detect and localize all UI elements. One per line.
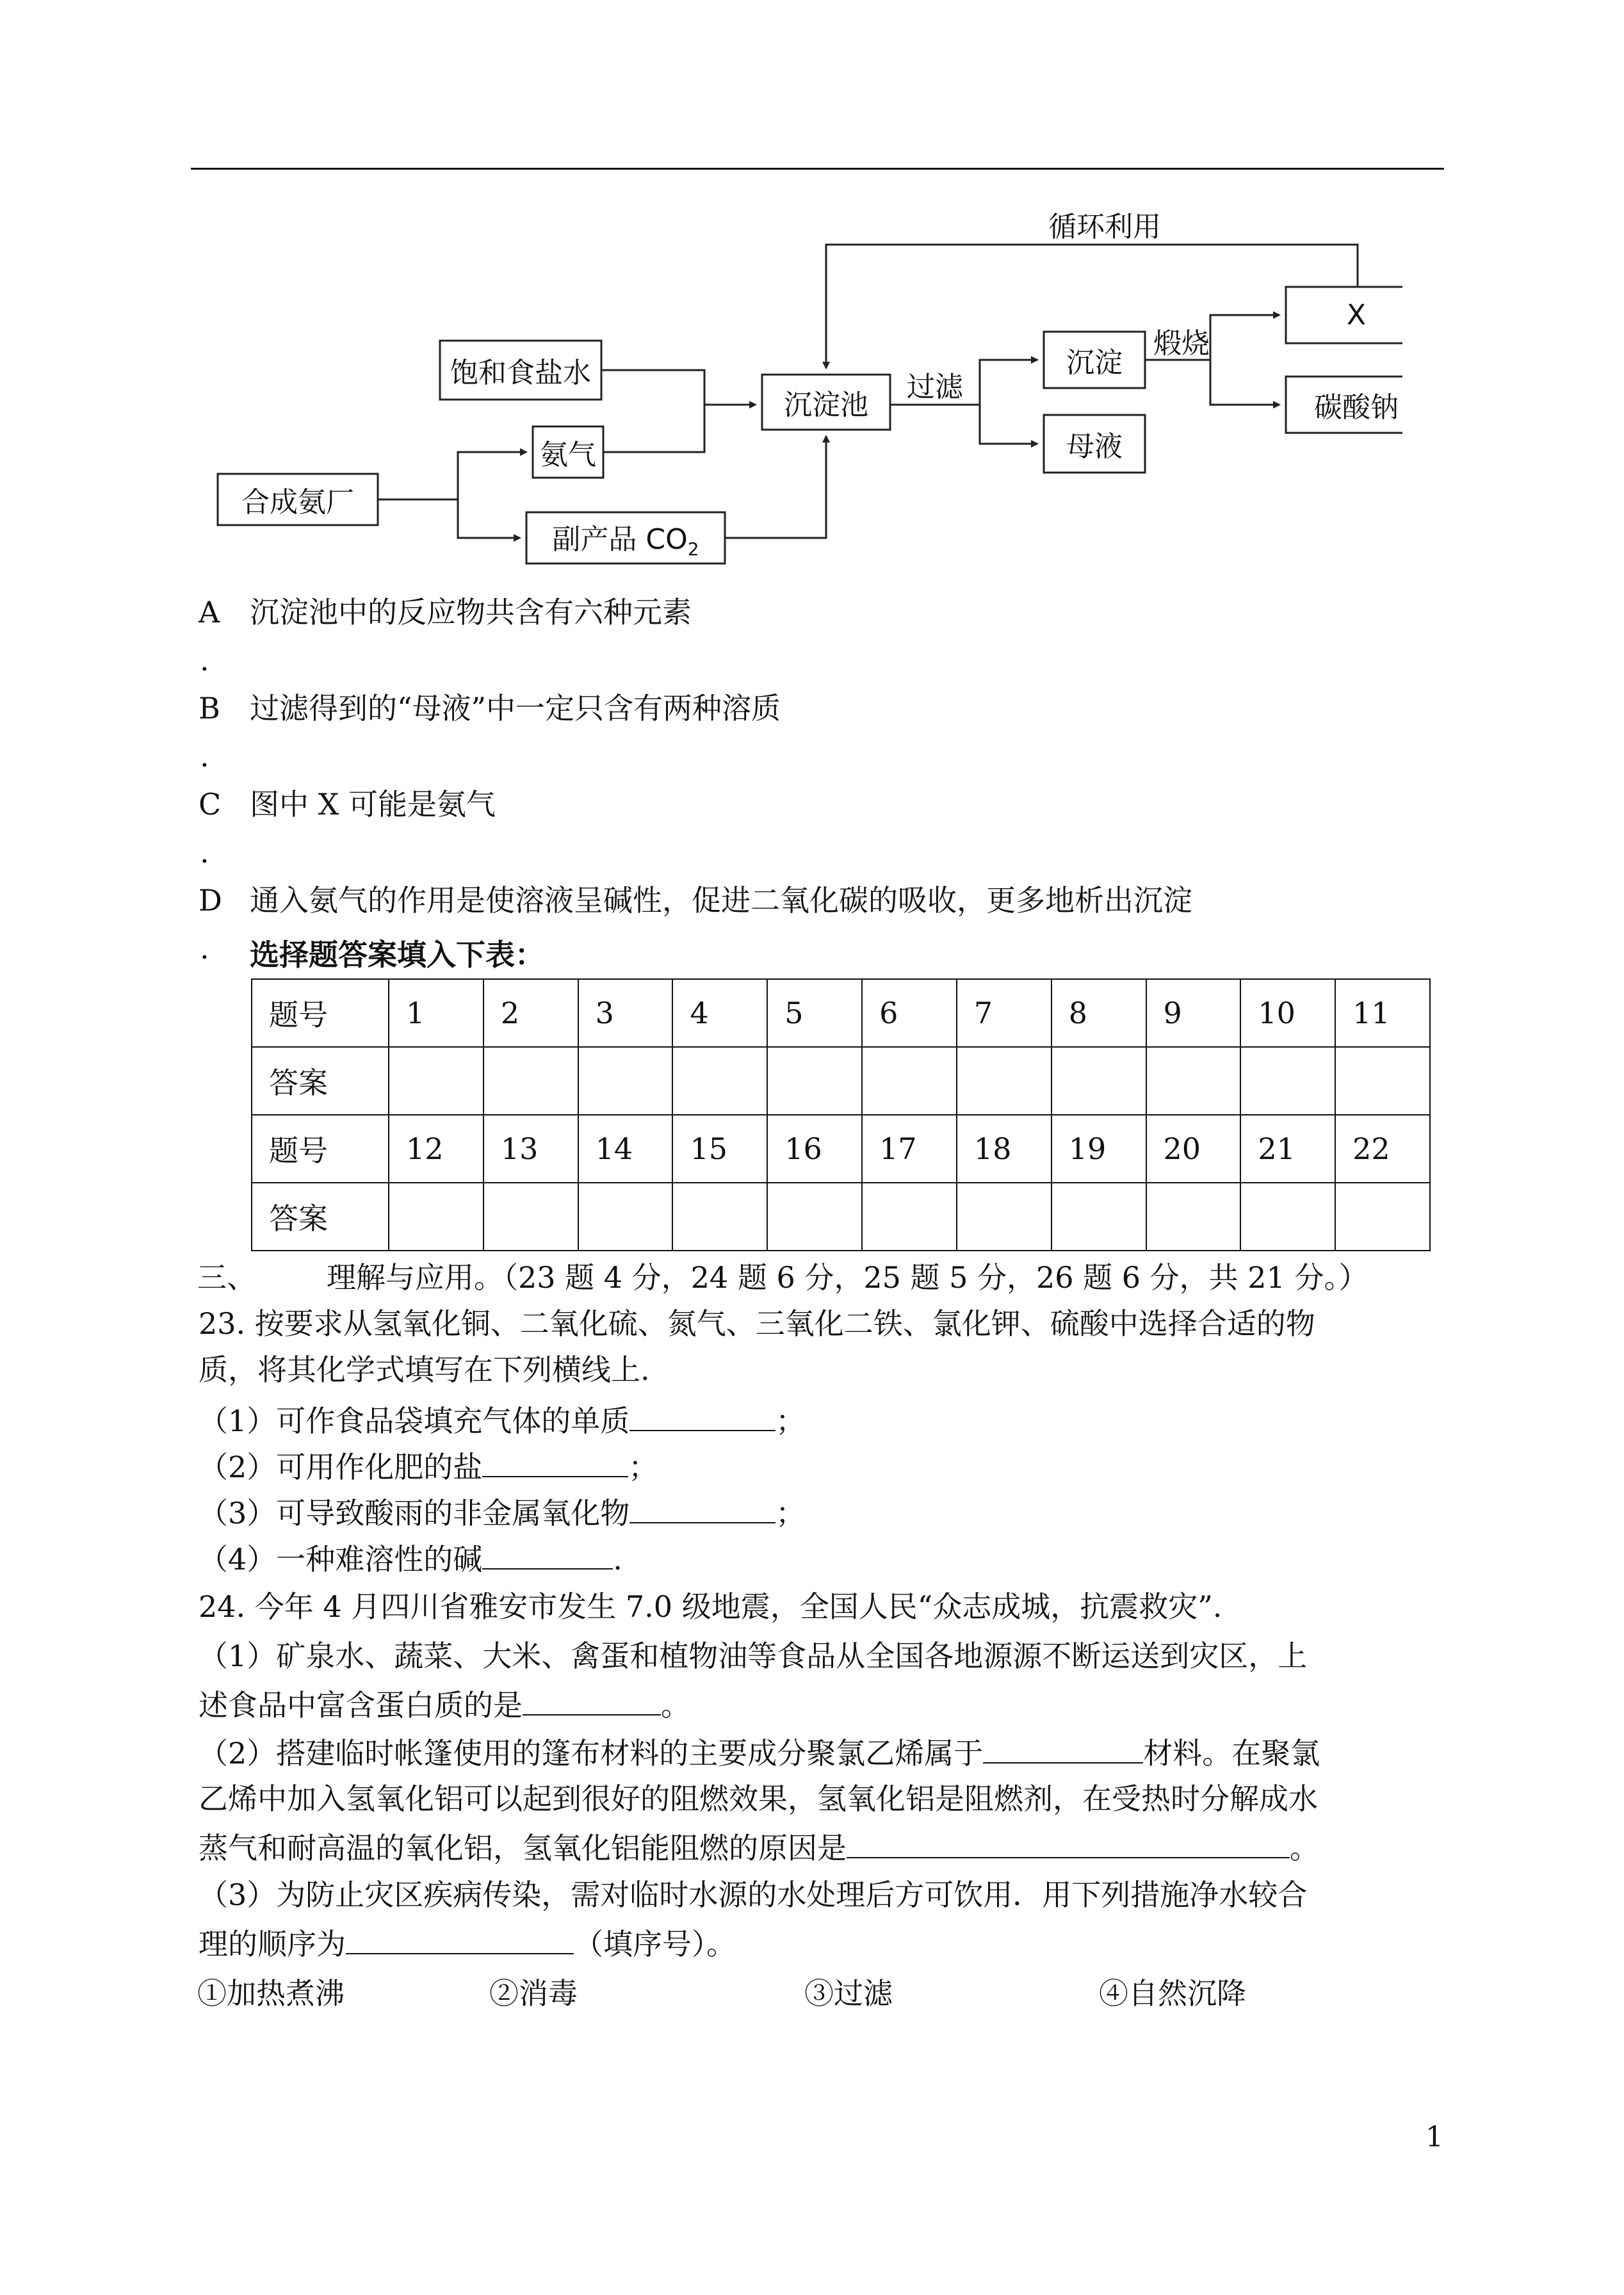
answer-blank[interactable]	[482, 1450, 628, 1477]
answer-cell[interactable]	[578, 1183, 673, 1251]
question-number-cell: 20	[1146, 1115, 1241, 1183]
answer-blank[interactable]	[629, 1404, 775, 1431]
question-number-cell: 21	[1240, 1115, 1335, 1183]
q24-p2-line1: （2）搭建临时帐篷使用的篷布材料的主要成分聚氯乙烯属于 材料。在聚氯	[199, 1736, 1320, 1771]
answer-cell[interactable]	[1240, 1047, 1335, 1115]
answer-blank[interactable]	[629, 1496, 775, 1523]
question-number-cell: 4	[672, 979, 767, 1047]
question-number-cell: 13	[483, 1115, 578, 1183]
answer-blank[interactable]	[482, 1543, 613, 1569]
answer-cell[interactable]	[578, 1047, 673, 1115]
answer-blank[interactable]	[983, 1737, 1143, 1764]
question-number-cell: 9	[1146, 979, 1241, 1047]
question-number-cell: 18	[957, 1115, 1052, 1183]
question-number-cell: 12	[389, 1115, 483, 1183]
answer-cell[interactable]	[1335, 1047, 1430, 1115]
answer-cell[interactable]	[672, 1183, 767, 1251]
answer-blank[interactable]	[346, 1927, 574, 1954]
q23-line2: 质，将其化学式填写在下列横线上.	[199, 1352, 650, 1387]
box-soda-label: 碳酸钠	[1314, 391, 1399, 424]
section3-title: 理解与应用。（23 题 4 分，24 题 6 分，25 题 5 分，26 题 6 分，共 21 分。）	[327, 1260, 1368, 1295]
question-number-cell: 6	[862, 979, 957, 1047]
question-number-cell: 15	[672, 1115, 767, 1183]
answer-cell[interactable]	[389, 1047, 483, 1115]
option-b-dot: .	[200, 739, 209, 774]
box-ammonia-label: 氨气	[540, 439, 596, 471]
answer-cell[interactable]	[1052, 1047, 1146, 1115]
arrow-plant-to-co2	[458, 499, 520, 538]
question-number-cell: 19	[1052, 1115, 1146, 1183]
loop-label: 循环利用	[1048, 211, 1161, 243]
calcine-label: 煅烧	[1153, 327, 1210, 360]
q23-line1: 23. 按要求从氢氧化铜、二氧化硫、氮气、三氧化二铁、氯化钾、硫酸中选择合适的物	[199, 1306, 1315, 1341]
answer-cell[interactable]	[1240, 1183, 1335, 1251]
box-brine-label: 饱和食盐水	[450, 357, 591, 389]
option-a-letter: A	[199, 595, 220, 629]
q24-p1-line2: 述食品中富含蛋白质的是 。	[199, 1688, 690, 1723]
answer-cell[interactable]	[957, 1183, 1052, 1251]
page-number: 1	[1425, 2121, 1443, 2153]
q24-p2-line3: 蒸气和耐高温的氧化铝，氢氧化铝能阻燃的原因是 。	[199, 1831, 1319, 1865]
question-number-cell: 11	[1335, 979, 1430, 1047]
option-d-letter: D	[199, 883, 222, 918]
answer-cell[interactable]	[1052, 1183, 1146, 1251]
q23-item-3: （3）可导致酸雨的非金属氧化物 ；	[199, 1496, 806, 1530]
box-x-label: X	[1346, 298, 1367, 332]
option-c-dot: .	[200, 835, 209, 870]
answer-cell[interactable]	[1335, 1183, 1430, 1251]
option-b-letter: B	[199, 691, 220, 726]
question-number-cell: 16	[767, 1115, 862, 1183]
question-number-cell: 5	[767, 979, 862, 1047]
table-row-numbers-1	[252, 979, 1430, 1047]
q24-p1-line1: （1）矿泉水、蔬菜、大米、禽蛋和植物油等食品从全国各地源源不断运送到灾区，上	[199, 1639, 1308, 1673]
q24-p3-line1: （3）为防止灾区疾病传染，需对临时水源的水处理后方可饮用．用下列措施净水较合	[199, 1877, 1308, 1912]
box-plant-label: 合成氨厂	[241, 486, 354, 519]
arrow-plant-to-ammonia	[378, 452, 526, 499]
answer-table	[251, 978, 1431, 1251]
table-row-numbers-2	[252, 1115, 1430, 1183]
box-co2-label: 副产品 $CO_2$	[552, 523, 699, 560]
option-b-text: 过滤得到的“母液”中一定只含有两种溶质	[250, 691, 781, 726]
question-number-cell: 10	[1240, 979, 1335, 1047]
row-label-number: 题号	[252, 979, 389, 1047]
arrow-to-precip	[980, 360, 1037, 405]
answer-cell[interactable]	[862, 1047, 957, 1115]
row-label-answer: 答案	[252, 1183, 389, 1251]
table-row-answers-1	[252, 1047, 1430, 1115]
answer-cell[interactable]	[1146, 1047, 1241, 1115]
q24-line1: 24. 今年 4 月四川省雅安市发生 7.0 级地震，全国人民“众志成城，抗震救灾”.	[199, 1589, 1222, 1624]
measure-3: ③过滤	[804, 1976, 893, 2011]
answer-cell[interactable]	[1146, 1183, 1241, 1251]
answer-cell[interactable]	[957, 1047, 1052, 1115]
answer-cell[interactable]	[483, 1047, 578, 1115]
q23-item-1: （1）可作食品袋填充气体的单质 ；	[199, 1404, 806, 1438]
option-c-letter: C	[199, 787, 222, 822]
box-x	[1286, 287, 1402, 343]
q23-item-2: （2）可用作化肥的盐 ；	[199, 1450, 658, 1484]
answer-cell[interactable]	[767, 1183, 862, 1251]
filter-label: 过滤	[907, 371, 963, 403]
option-d-text: 通入氨气的作用是使溶液呈碱性，促进二氧化碳的吸收，更多地析出沉淀	[250, 883, 1192, 918]
answer-cell[interactable]	[672, 1047, 767, 1115]
arrow-brine-to-tank	[601, 370, 756, 405]
process-flow-diagram	[211, 199, 1402, 570]
arrow-to-soda	[1210, 360, 1279, 405]
measure-4: ④自然沉降	[1099, 1976, 1246, 2011]
arrow-to-mother	[980, 405, 1037, 444]
answer-blank[interactable]	[847, 1831, 1290, 1858]
header-rule	[191, 168, 1444, 170]
answer-cell[interactable]	[767, 1047, 862, 1115]
question-number-cell: 14	[578, 1115, 673, 1183]
table-title: 选择题答案填入下表：	[250, 937, 544, 972]
q24-p3-line2: 理的顺序为 （填序号）。	[199, 1927, 736, 1961]
box-precip-label: 沉淀	[1066, 346, 1123, 379]
question-number-cell: 2	[483, 979, 578, 1047]
question-number-cell: 3	[578, 979, 673, 1047]
arrow-co2-to-tank	[725, 436, 826, 538]
q24-p2-line2: 乙烯中加入氢氧化铝可以起到很好的阻燃效果，氢氧化铝是阻燃剂，在受热时分解成水	[199, 1781, 1318, 1816]
box-mother-label: 母液	[1066, 430, 1123, 463]
answer-cell[interactable]	[389, 1183, 483, 1251]
measure-1: ①加热煮沸	[197, 1976, 345, 2011]
box-tank-label: 沉淀池	[784, 389, 868, 421]
answer-cell[interactable]	[862, 1183, 957, 1251]
row-label-number: 题号	[252, 1115, 389, 1183]
option-a-dot: .	[200, 643, 209, 677]
option-a-text: 沉淀池中的反应物共含有六种元素	[250, 595, 692, 629]
table-row-answers-2	[252, 1183, 1430, 1251]
line-ammonia-join	[603, 405, 704, 452]
answer-cell[interactable]	[483, 1183, 578, 1251]
question-number-cell: 8	[1052, 979, 1146, 1047]
answer-blank[interactable]	[523, 1689, 661, 1715]
section3-number: 三、	[197, 1260, 256, 1295]
option-c-text: 图中 X 可能是氨气	[250, 787, 496, 822]
row-label-answer: 答案	[252, 1047, 389, 1115]
question-number-cell: 17	[862, 1115, 957, 1183]
question-number-cell: 7	[957, 979, 1052, 1047]
question-number-cell: 1	[389, 979, 483, 1047]
option-d-dot: .	[200, 931, 209, 966]
question-number-cell: 22	[1335, 1115, 1430, 1183]
measure-2: ②消毒	[489, 1976, 578, 2011]
q23-item-4: （4）一种难溶性的碱 .	[199, 1542, 622, 1577]
arrow-to-x	[1210, 315, 1279, 360]
